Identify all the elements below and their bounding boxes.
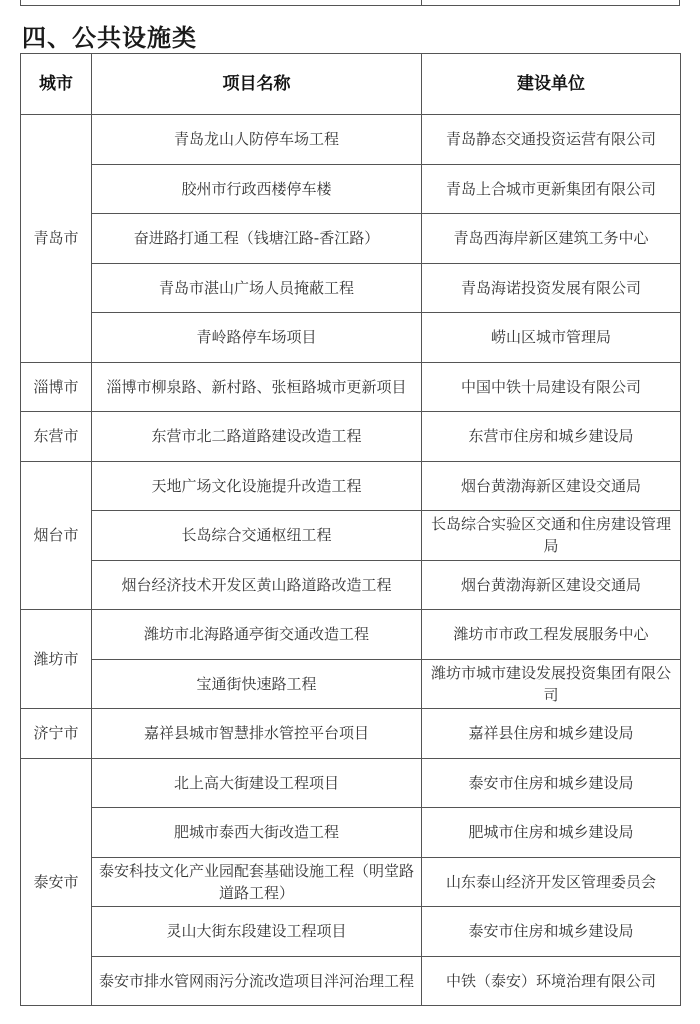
construction-unit-cell: 长岛综合实验区交通和住房建设管理局 bbox=[422, 511, 681, 561]
construction-unit-cell: 烟台黄渤海新区建设交通局 bbox=[422, 560, 681, 610]
city-cell: 烟台市 bbox=[21, 461, 92, 610]
construction-unit-cell: 崂山区城市管理局 bbox=[422, 313, 681, 363]
project-name-cell: 肥城市泰西大街改造工程 bbox=[92, 808, 422, 858]
table-row bbox=[21, 709, 681, 759]
city-cell: 济宁市 bbox=[21, 709, 92, 759]
project-name-cell: 北上高大街建设工程项目 bbox=[92, 758, 422, 808]
project-name-cell: 灵山大街东段建设工程项目 bbox=[92, 907, 422, 957]
section-title: 四、公共设施类 bbox=[22, 24, 197, 52]
table-row bbox=[21, 461, 681, 511]
project-name-cell: 天地广场文化设施提升改造工程 bbox=[92, 461, 422, 511]
table-body bbox=[21, 115, 681, 1006]
previous-table-bottom-edge bbox=[20, 0, 680, 6]
construction-unit-cell: 青岛上合城市更新集团有限公司 bbox=[422, 164, 681, 214]
table-row bbox=[21, 511, 681, 561]
construction-unit-cell: 肥城市住房和城乡建设局 bbox=[422, 808, 681, 858]
project-name-cell: 烟台经济技术开发区黄山路道路改造工程 bbox=[92, 560, 422, 610]
project-name-cell: 青岛市湛山广场人员掩蔽工程 bbox=[92, 263, 422, 313]
project-name-cell: 嘉祥县城市智慧排水管控平台项目 bbox=[92, 709, 422, 759]
project-name-cell: 泰安科技文化产业园配套基础设施工程（明堂路道路工程） bbox=[92, 857, 422, 907]
table-row bbox=[21, 758, 681, 808]
table-row bbox=[21, 659, 681, 709]
construction-unit-cell: 东营市住房和城乡建设局 bbox=[422, 412, 681, 462]
city-cell: 潍坊市 bbox=[21, 610, 92, 709]
city-cell: 淄博市 bbox=[21, 362, 92, 412]
construction-unit-cell: 中国中铁十局建设有限公司 bbox=[422, 362, 681, 412]
construction-unit-cell: 潍坊市市政工程发展服务中心 bbox=[422, 610, 681, 660]
city-cell: 青岛市 bbox=[21, 115, 92, 363]
table-row bbox=[21, 907, 681, 957]
table-row bbox=[21, 313, 681, 363]
header-city: 城市 bbox=[21, 54, 92, 115]
construction-unit-cell: 山东泰山经济开发区管理委员会 bbox=[422, 857, 681, 907]
table-row bbox=[21, 857, 681, 907]
city-cell: 东营市 bbox=[21, 412, 92, 462]
construction-unit-cell: 青岛海诺投资发展有限公司 bbox=[422, 263, 681, 313]
construction-unit-cell: 中铁（泰安）环境治理有限公司 bbox=[422, 956, 681, 1006]
table-row bbox=[21, 164, 681, 214]
construction-unit-cell: 泰安市住房和城乡建设局 bbox=[422, 758, 681, 808]
construction-unit-cell: 嘉祥县住房和城乡建设局 bbox=[422, 709, 681, 759]
project-name-cell: 潍坊市北海路通亭街交通改造工程 bbox=[92, 610, 422, 660]
project-name-cell: 东营市北二路道路建设改造工程 bbox=[92, 412, 422, 462]
table-row bbox=[21, 610, 681, 660]
previous-table-column-divider bbox=[421, 0, 422, 5]
table-row bbox=[21, 808, 681, 858]
project-name-cell: 奋进路打通工程（钱塘江路-香江路） bbox=[92, 214, 422, 264]
header-project-name: 项目名称 bbox=[92, 54, 422, 115]
table-row bbox=[21, 115, 681, 165]
project-name-cell: 胶州市行政西楼停车楼 bbox=[92, 164, 422, 214]
construction-unit-cell: 青岛静态交通投资运营有限公司 bbox=[422, 115, 681, 165]
project-name-cell: 青岭路停车场项目 bbox=[92, 313, 422, 363]
project-table bbox=[20, 53, 681, 1006]
city-cell: 泰安市 bbox=[21, 758, 92, 1006]
project-name-cell: 青岛龙山人防停车场工程 bbox=[92, 115, 422, 165]
construction-unit-cell: 泰安市住房和城乡建设局 bbox=[422, 907, 681, 957]
project-name-cell: 宝通街快速路工程 bbox=[92, 659, 422, 709]
construction-unit-cell: 烟台黄渤海新区建设交通局 bbox=[422, 461, 681, 511]
project-name-cell: 长岛综合交通枢纽工程 bbox=[92, 511, 422, 561]
project-name-cell: 泰安市排水管网雨污分流改造项目泮河治理工程 bbox=[92, 956, 422, 1006]
table-row bbox=[21, 362, 681, 412]
table-row bbox=[21, 560, 681, 610]
header-row bbox=[21, 54, 681, 115]
construction-unit-cell: 青岛西海岸新区建筑工务中心 bbox=[422, 214, 681, 264]
table-row bbox=[21, 412, 681, 462]
table-row bbox=[21, 956, 681, 1006]
header-construction-unit: 建设单位 bbox=[422, 54, 681, 115]
table-row bbox=[21, 263, 681, 313]
project-name-cell: 淄博市柳泉路、新村路、张桓路城市更新项目 bbox=[92, 362, 422, 412]
table-row bbox=[21, 214, 681, 264]
construction-unit-cell: 潍坊市城市建设发展投资集团有限公司 bbox=[422, 659, 681, 709]
